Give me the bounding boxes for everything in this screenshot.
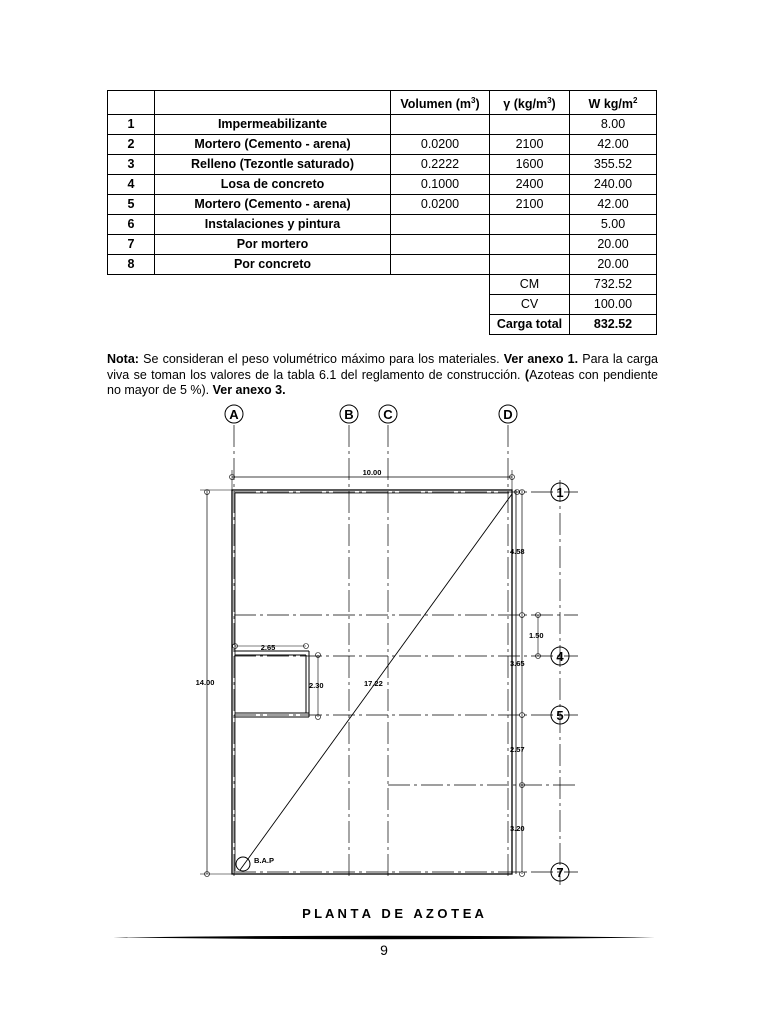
row-gamma: 2100	[490, 135, 570, 155]
total-value-carga: 832.52	[570, 315, 657, 335]
row-w: 42.00	[570, 135, 657, 155]
row-num: 5	[108, 195, 155, 215]
note-text-2: Para la carga viva se toman los valores de la tabla 6.1 del reglamento de construcción.	[107, 352, 658, 382]
header-gamma: γ $(kg/m^3)$	[490, 91, 570, 115]
row-gamma: 2100	[490, 195, 570, 215]
row-volumen: 0.2222	[391, 155, 490, 175]
total-label-carga: Carga total	[490, 315, 570, 335]
row-w: 8.00	[570, 115, 657, 135]
row-material: Losa de concreto	[155, 175, 391, 195]
note-text-1: Se consideran el peso volumétrico máximo para los materiales.	[138, 352, 504, 366]
dim-text-right-5: 3.20	[510, 824, 525, 833]
row-material: Mortero (Cemento - arena)	[155, 135, 391, 155]
note-ref-1: Ver anexo 1.	[503, 352, 579, 366]
row-w: 355.52	[570, 155, 657, 175]
axis-label-b: B	[344, 407, 354, 422]
dim-text-left: 14.00	[195, 678, 215, 687]
dim-text-top: 10.00	[362, 468, 382, 477]
dim-text-room-height: 2.30	[309, 681, 324, 690]
row-material: Por mortero	[155, 235, 391, 255]
bap-label: B.A.P	[254, 856, 275, 865]
plan-title: P L A N T A D E A Z O T E A	[302, 906, 484, 921]
row-volumen: 0.0200	[391, 195, 490, 215]
header-volumen: Volumen $(m^3)$	[391, 91, 490, 115]
header-w: W $kg/m^2$	[570, 91, 657, 115]
dim-text-right-3: 3.65	[510, 659, 525, 668]
axis-label-c: C	[383, 407, 393, 422]
dim-text-right-4: 2.57	[510, 745, 525, 754]
axis-label-7: 7	[556, 865, 564, 880]
total-value-cv: 100.00	[570, 295, 657, 315]
row-material: Mortero (Cemento - arena)	[155, 195, 391, 215]
row-num: 1	[108, 115, 155, 135]
row-w: 20.00	[570, 255, 657, 275]
total-value-cm: 732.52	[570, 275, 657, 295]
axis-label-1: 1	[556, 485, 564, 500]
row-material: Impermeabilizante	[155, 115, 391, 135]
row-material: Instalaciones y pintura	[155, 215, 391, 235]
row-num: 8	[108, 255, 155, 275]
row-num: 3	[108, 155, 155, 175]
note-paren: (	[524, 367, 530, 382]
page-number: 9	[380, 942, 388, 958]
note-text-3: Azoteas con pendiente no mayor de 5 %).	[107, 367, 658, 397]
total-label-cm: CM	[490, 275, 570, 295]
row-w: 5.00	[570, 215, 657, 235]
row-volumen: 0.0200	[391, 135, 490, 155]
row-num: 6	[108, 215, 155, 235]
row-volumen: 0.1000	[391, 175, 490, 195]
note-ref-2: Ver anexo 3.	[212, 383, 286, 397]
row-material: Relleno (Tezontle saturado)	[155, 155, 391, 175]
total-label-cv: CV	[490, 295, 570, 315]
axis-label-a: A	[229, 407, 239, 422]
bap-circle	[236, 857, 250, 871]
note-lead: Nota:	[107, 352, 139, 366]
row-w: 240.00	[570, 175, 657, 195]
axis-label-5: 5	[556, 708, 564, 723]
row-gamma: 2400	[490, 175, 570, 195]
footer-rule	[113, 936, 655, 940]
row-w: 42.00	[570, 195, 657, 215]
row-material: Por concreto	[155, 255, 391, 275]
row-num: 4	[108, 175, 155, 195]
row-num: 7	[108, 235, 155, 255]
dim-text-diagonal: 17.22	[364, 679, 383, 688]
row-num: 2	[108, 135, 155, 155]
axis-label-4: 4	[556, 649, 564, 664]
dim-text-right-1: 4.58	[510, 547, 525, 556]
axis-label-d: D	[503, 407, 513, 422]
dim-text-room-width: 2.65	[260, 643, 276, 652]
dim-text-right-2: 1.50	[529, 631, 544, 640]
row-gamma: 1600	[490, 155, 570, 175]
row-w: 20.00	[570, 235, 657, 255]
